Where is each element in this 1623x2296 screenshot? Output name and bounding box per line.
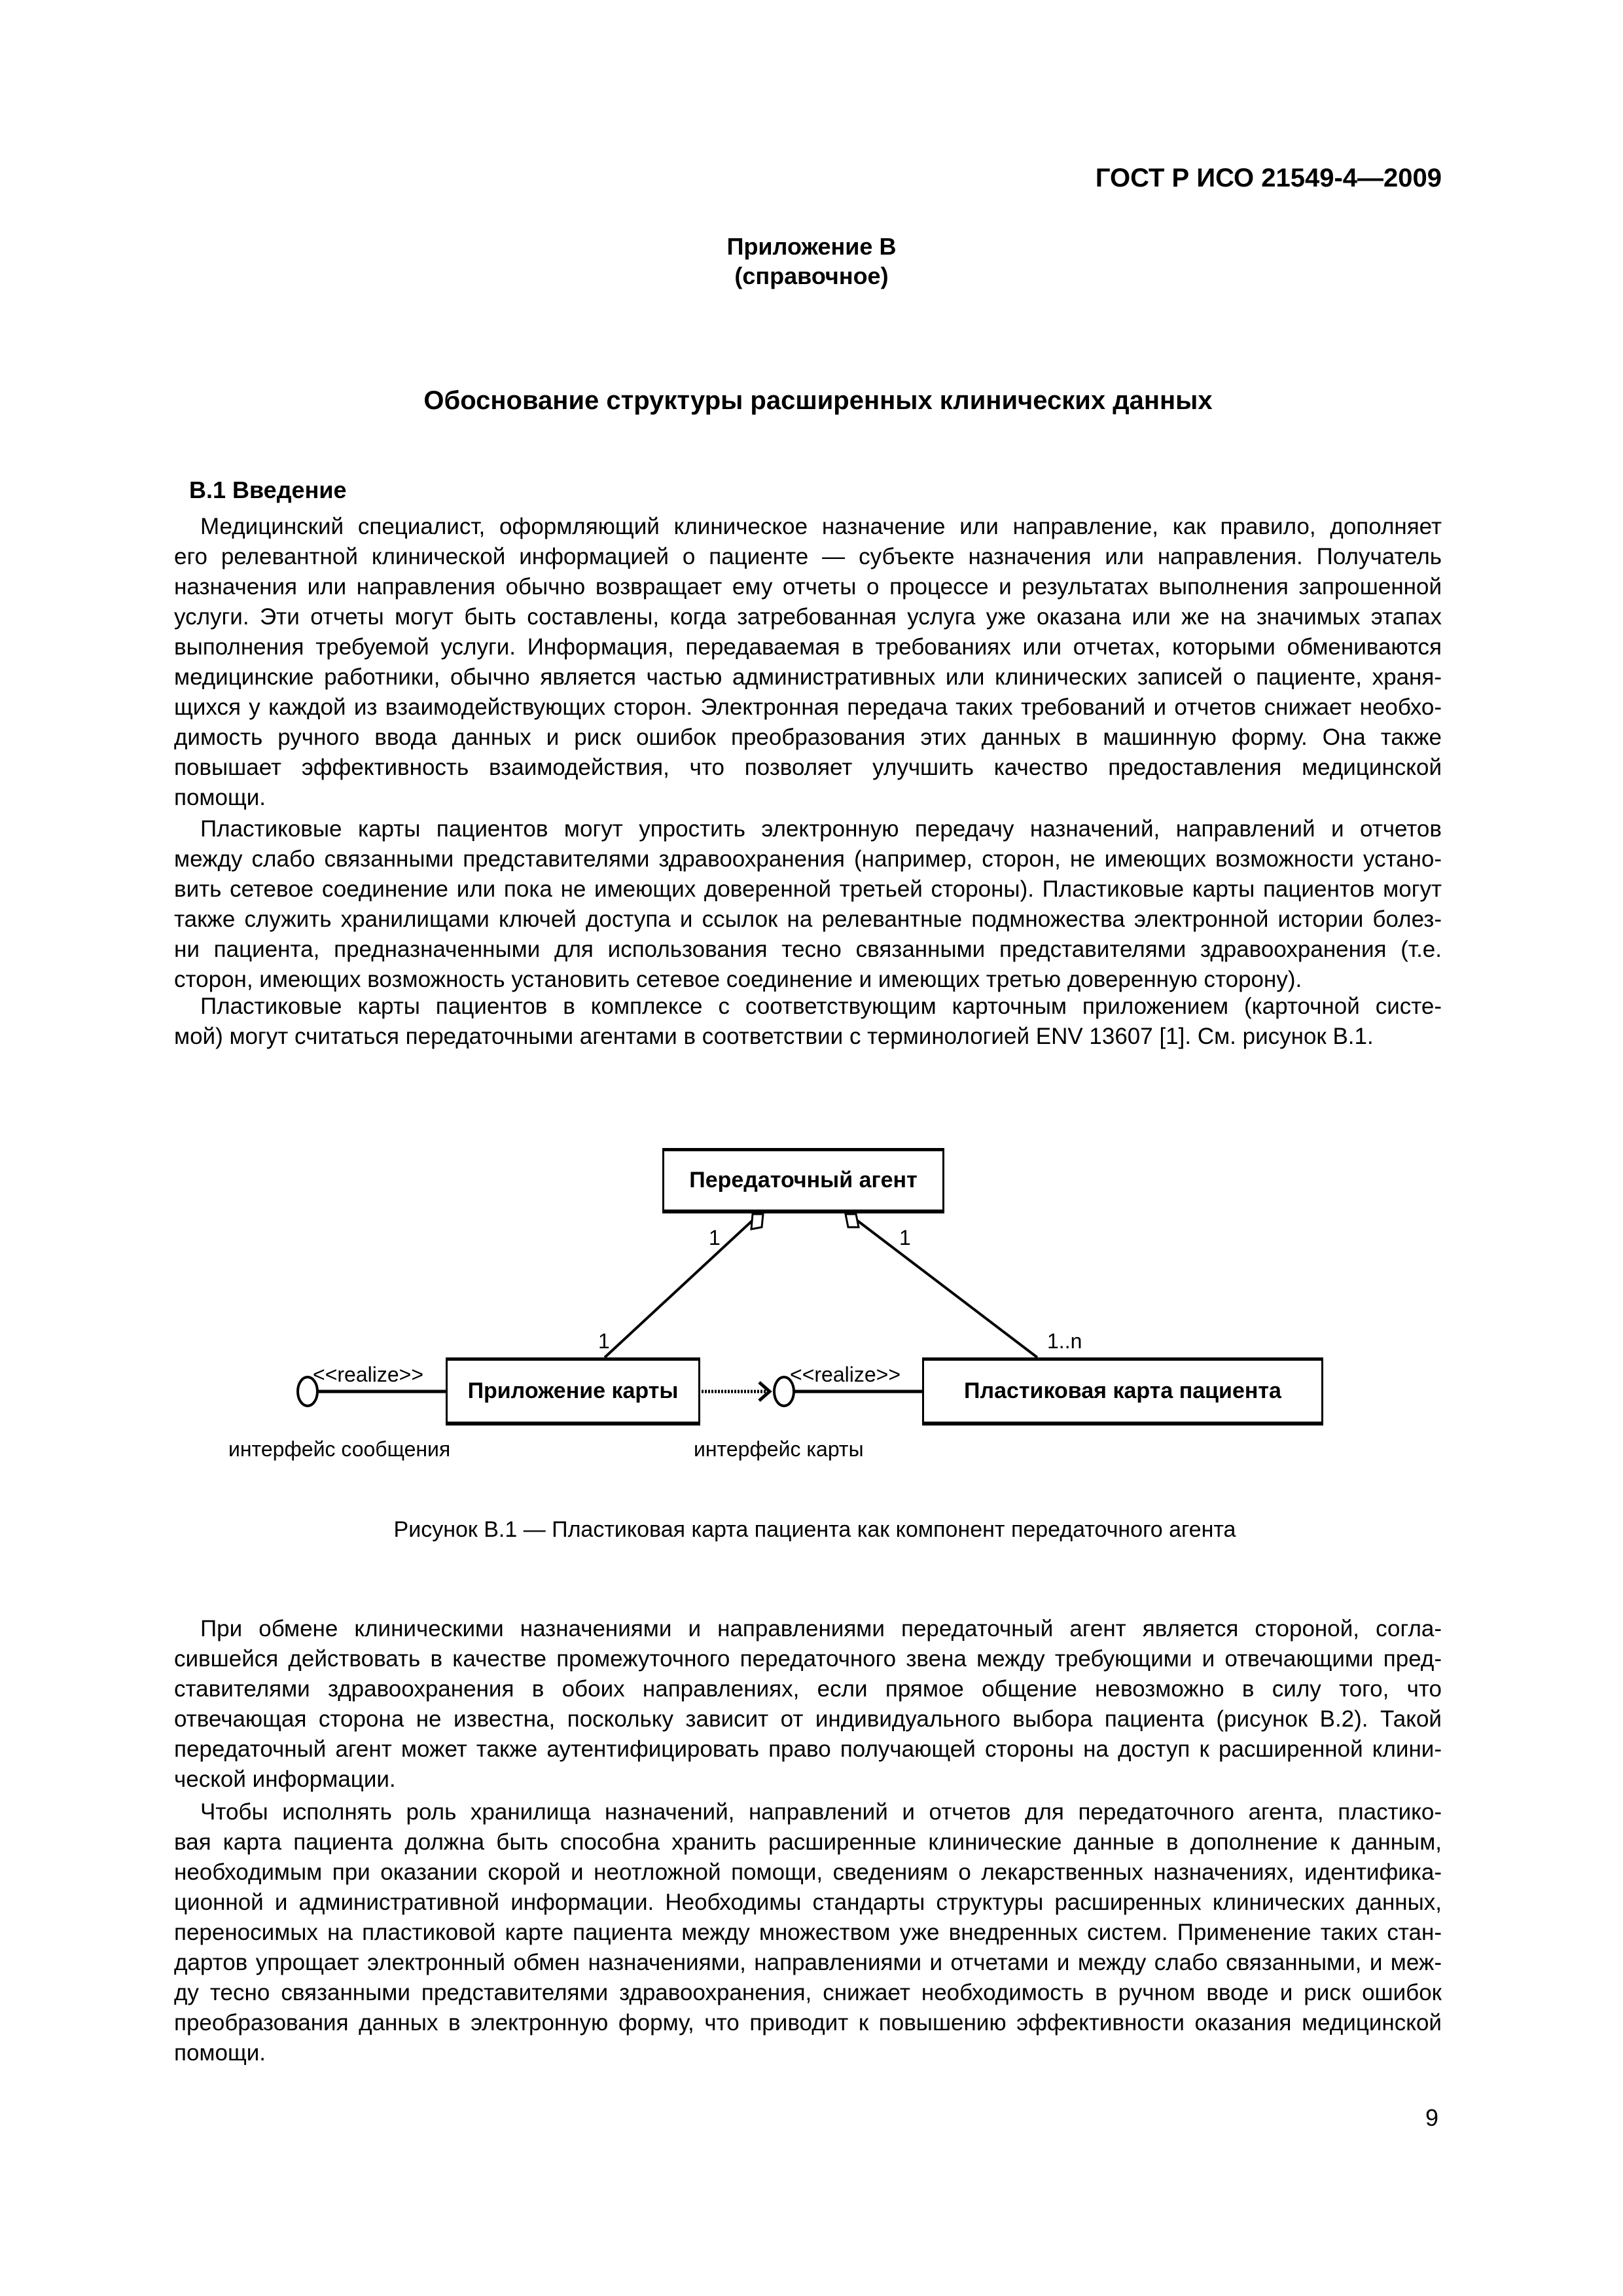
section-heading: В.1 Введение [189, 476, 347, 503]
text-line: сившейся действовать в качестве промежуточного передаточного звена между требующими и отвечающими пред- [174, 1646, 1442, 1672]
text-line: ставителями здравоохранения в обоих направлениях, если прямое общение невозможно в силу того, что [174, 1676, 1442, 1702]
document-title: Обоснование структуры расширенных клинических данных [423, 386, 1213, 415]
interface-label: интерфейс сообщения [228, 1437, 451, 1461]
text-line: дартов упрощает электронный обмен назначениями, направлениями и отчетами и между слабо связанными, и меж- [174, 1950, 1442, 1975]
text-line: ционной и административной информации. Необходимы стандарты структуры расширенных клинических данных, [174, 1890, 1442, 1915]
class-box-card-app [446, 1357, 700, 1426]
text-line: преобразования данных в электронную форму, что приводит к повышению эффективности оказания медицинской [174, 2010, 1442, 2036]
multiplicity-label: 1..n [1047, 1329, 1082, 1353]
text-line: медицинские работники, обычно является частью административных или клинических записей о пациенте, храня- [174, 664, 1442, 690]
paragraph [174, 1614, 1442, 1795]
multiplicity-label: 1 [598, 1329, 610, 1353]
text-line: мой) могут считаться передаточными агентами в соответствии с терминологией ENV 13607 [1]. См. рисунок В.1. [174, 1024, 1374, 1049]
text-line: отвечающая сторона не известна, поскольку зависит от индивидуального выбора пациента (рисунок В.2). Такой [174, 1706, 1442, 1732]
association-line-app [605, 1216, 757, 1357]
text-line: димость ручного ввода данных и риск ошибок преобразования этих данных в машинную форму. Она также [174, 725, 1442, 750]
aggregation-diamond-icon [846, 1214, 859, 1227]
text-line: сторон, имеющих возможность установить сетевое соединение и имеющих третью доверенную сторону). [174, 967, 1302, 992]
text-line: помощи. [174, 2040, 266, 2066]
text-line: Медицинский специалист, оформляющий клиническое назначение или направление, как правило, дополняет [200, 514, 1442, 539]
appendix-subtitle: (справочное) [734, 262, 889, 289]
figure-caption: Рисунок В.1 — Пластиковая карта пациента как компонент передаточного агента [393, 1517, 1236, 1542]
text-line: При обмене клиническими назначениями и направлениями передаточный агент является стороной, согла- [200, 1616, 1442, 1641]
text-line: ни пациента, предназначенными для использования тесно связанными представителями здравоохранения (т.е. [174, 937, 1442, 962]
appendix-title: Приложение В [726, 233, 897, 260]
standard-header: ГОСТ Р ИСО 21549-4—2009 [1095, 164, 1442, 192]
class-box-patient-card [922, 1357, 1323, 1426]
paragraph [174, 1797, 1442, 2068]
stereotype-label: <<realize>> [790, 1363, 901, 1386]
text-line: ду тесно связанными представителями здравоохранения, снижает необходимость в ручном вводе и риск ошибок [174, 1980, 1442, 2005]
association-line-card [851, 1216, 1037, 1357]
text-line: его релевантной клинической информацией о пациенте — субъекте назначения или направления. Получатель [174, 544, 1442, 569]
stereotype-label: <<realize>> [313, 1363, 424, 1386]
text-line: между слабо связанными представителями здравоохранения (например, сторон, не имеющих возможности устано- [174, 846, 1442, 872]
text-line: ческой информации. [174, 1767, 396, 1792]
text-line: услуги. Эти отчеты могут быть составлены, когда затребованная услуга уже оказана или же на значимых этапах [174, 604, 1442, 630]
interface-label: интерфейс карты [694, 1437, 864, 1461]
text-line: выполнения требуемой услуги. Информация, передаваемая в требованиях или отчетах, которыми обмениваются [174, 634, 1442, 660]
text-line: вить сетевое соединение или пока не имеющих доверенной третьей стороны). Пластиковые карты пациентов могут [174, 876, 1442, 902]
text-line: передаточный агент может также аутентифицировать право получающей стороны на доступ к расширенной клини- [174, 1736, 1442, 1762]
class-label: Приложение карты [467, 1378, 679, 1403]
aggregation-diamond-icon [751, 1214, 763, 1229]
class-box-agent [662, 1148, 944, 1213]
class-label: Передаточный агент [689, 1168, 918, 1193]
text-line: помощи. [174, 785, 266, 810]
text-line: переносимых на пластиковой карте пациента между множеством уже внедренных систем. Применение таких стан- [174, 1920, 1442, 1945]
page-number: 9 [1425, 2104, 1439, 2131]
class-label: Пластиковая карта пациента [964, 1378, 1281, 1403]
text-line: вая карта пациента должна быть способна хранить расширенные клинические данные в дополнение к данным, [174, 1829, 1442, 1855]
text-line: назначения или направления обычно возвращает ему отчеты о процессе и результатах выполнения запрошенной [174, 574, 1442, 600]
multiplicity-label: 1 [899, 1226, 911, 1249]
text-line: Пластиковые карты пациентов могут упростить электронную передачу назначений, направлений и отчетов [200, 816, 1442, 842]
text-line: повышает эффективность взаимодействия, что позволяет улучшить качество предоставления медицинской [174, 755, 1442, 780]
text-line: Чтобы исполнять роль хранилища назначений, направлений и отчетов для передаточного агента, пластико- [200, 1799, 1442, 1825]
text-line: необходимым при оказании скорой и неотложной помощи, сведениям о лекарственных назначениях, идентифика- [174, 1859, 1442, 1885]
text-line: Пластиковые карты пациентов в комплексе с соответствующим карточным приложением (карточной систе- [200, 994, 1442, 1019]
text-line: также служить хранилищами ключей доступа и ссылок на релевантные подмножества электронной истории болез- [174, 906, 1442, 932]
text-line: щихся у каждой из взаимодействующих сторон. Электронная передача таких требований и отчетов снижает необхо- [174, 694, 1442, 720]
multiplicity-label: 1 [709, 1226, 721, 1249]
